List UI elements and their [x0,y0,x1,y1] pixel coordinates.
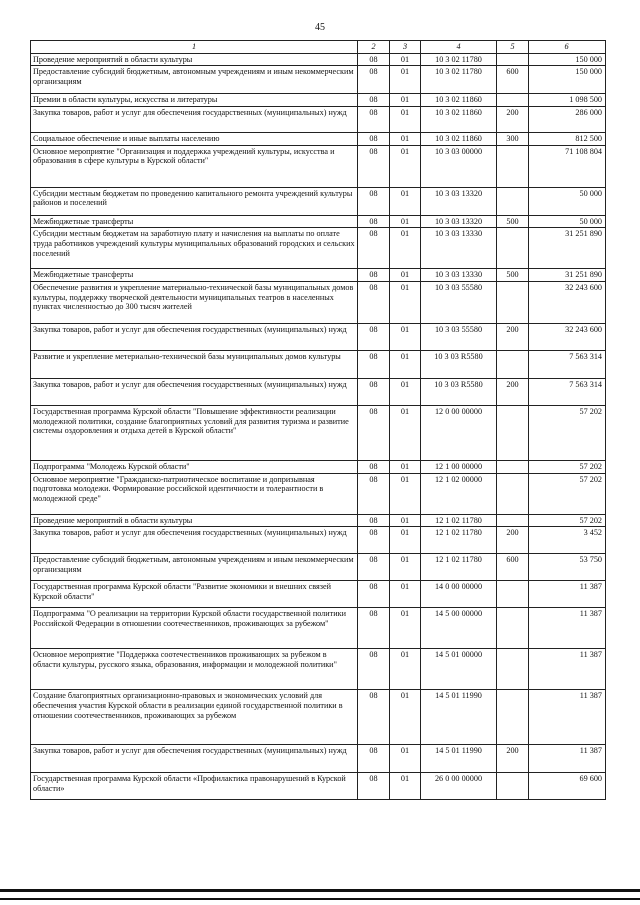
row-amount: 11 387 [529,649,606,690]
row-amount: 11 387 [529,608,606,649]
row-subsection: 01 [390,554,421,581]
row-section: 08 [358,215,390,228]
row-target: 10 3 03 13320 [421,215,497,228]
row-expense-type: 200 [497,379,529,406]
column-header-1: 1 [31,41,358,54]
row-name: Закупка товаров, работ и услуг для обеспечения государственных (муниципальных) нужд [31,527,358,554]
column-header-6: 6 [529,41,606,54]
row-expense-type [497,690,529,745]
row-name: Основное мероприятие "Организация и поддержка учреждений культуры, искусства и образования в сфере культуры в Курской области" [31,145,358,187]
row-expense-type [497,649,529,690]
row-subsection: 01 [390,406,421,461]
row-expense-type [497,608,529,649]
row-subsection: 01 [390,514,421,527]
row-name: Основное мероприятие "Гражданско-патриотическое воспитание и допризывная подготовка молодежи. Формирование российской идентичности и толерантности в молодежной среде" [31,473,358,514]
row-section: 08 [358,94,390,107]
row-amount: 11 387 [529,690,606,745]
row-subsection: 01 [390,228,421,269]
row-name: Закупка товаров, работ и услуг для обеспечения государственных (муниципальных) нужд [31,324,358,351]
row-name: Межбюджетные трансферты [31,269,358,282]
row-expense-type [497,228,529,269]
row-target: 12 0 00 00000 [421,406,497,461]
table-row [31,554,606,581]
row-expense-type: 200 [497,107,529,133]
row-target: 12 1 02 11780 [421,514,497,527]
row-expense-type [497,461,529,474]
row-name: Предоставление субсидий бюджетным, автономным учреждениям и иным некоммерческим организациям [31,554,358,581]
row-target: 14 5 01 11990 [421,690,497,745]
row-amount: 11 387 [529,745,606,773]
row-section: 08 [358,554,390,581]
row-subsection: 01 [390,94,421,107]
row-section: 08 [358,282,390,324]
row-amount: 50 000 [529,187,606,215]
page-number: 45 [315,22,325,33]
row-target: 10 3 03 13320 [421,187,497,215]
row-amount: 1 098 500 [529,94,606,107]
row-subsection: 01 [390,461,421,474]
table-row [31,66,606,94]
row-expense-type: 500 [497,269,529,282]
row-name: Развитие и укрепление метериально-технической базы муниципальных домов культуры [31,351,358,379]
row-subsection: 01 [390,608,421,649]
table-row [31,269,606,282]
row-section: 08 [358,406,390,461]
row-subsection: 01 [390,527,421,554]
row-expense-type [497,53,529,66]
row-expense-type [497,406,529,461]
row-section: 08 [358,145,390,187]
row-name: Основное мероприятие "Поддержка соотечественников проживающих за рубежом в области культуры, русского языка, образования, информации и молодежной политики" [31,649,358,690]
row-target: 26 0 00 00000 [421,773,497,800]
row-amount: 31 251 890 [529,269,606,282]
row-amount: 812 500 [529,133,606,146]
column-header-3: 3 [390,41,421,54]
table-row [31,527,606,554]
table-row [31,145,606,187]
row-section: 08 [358,228,390,269]
row-subsection: 01 [390,145,421,187]
row-section: 08 [358,66,390,94]
row-section: 08 [358,269,390,282]
row-amount: 57 202 [529,406,606,461]
row-target: 10 3 02 11860 [421,133,497,146]
row-section: 08 [358,351,390,379]
row-amount: 150 000 [529,53,606,66]
row-name: Закупка товаров, работ и услуг для обеспечения государственных (муниципальных) нужд [31,107,358,133]
row-amount: 32 243 600 [529,324,606,351]
row-name: Государственная программа Курской области "Повышение эффективности реализации молодежной политики, создание благоприятных условий для развития туризма и развитие системы оздоровления и отдыха детей в Курской области" [31,406,358,461]
row-name: Подпрограмма "Молодежь Курской области" [31,461,358,474]
table-row [31,215,606,228]
table-row [31,53,606,66]
row-expense-type: 200 [497,324,529,351]
row-section: 08 [358,581,390,608]
row-expense-type [497,282,529,324]
row-amount: 11 387 [529,581,606,608]
row-name: Субсидии местным бюджетам на заработную плату и начисления на выплаты по оплате труда работников учреждений культуры муниципальных образований городских и сельских поселений [31,228,358,269]
row-name: Проведение мероприятий в области культуры [31,514,358,527]
table-row [31,406,606,461]
row-expense-type [497,773,529,800]
row-name: Государственная программа Курской области «Профилактика правонарушений в Курской области» [31,773,358,800]
table-row [31,379,606,406]
row-target: 12 1 02 00000 [421,473,497,514]
table-header-row [31,41,606,54]
row-name: Создание благоприятных организационно-правовых и экономических условий для обеспечения участия Курской области в реализации единой государственной политики в отношении соотечественников, проживающих за рубежом [31,690,358,745]
row-expense-type: 600 [497,66,529,94]
row-expense-type [497,351,529,379]
page-bottom-rule-thin [0,898,640,900]
row-section: 08 [358,608,390,649]
row-target: 14 5 00 00000 [421,608,497,649]
row-target: 10 3 02 11780 [421,66,497,94]
row-name: Закупка товаров, работ и услуг для обеспечения государственных (муниципальных) нужд [31,745,358,773]
table-row [31,324,606,351]
row-amount: 53 750 [529,554,606,581]
row-subsection: 01 [390,351,421,379]
row-amount: 31 251 890 [529,228,606,269]
row-target: 10 3 03 00000 [421,145,497,187]
row-name: Предоставление субсидий бюджетным, автономным учреждениям и иным некоммерческим организациям [31,66,358,94]
table-row [31,649,606,690]
row-expense-type [497,581,529,608]
row-amount: 7 563 314 [529,379,606,406]
row-target: 10 3 03 55580 [421,324,497,351]
row-amount: 7 563 314 [529,351,606,379]
table-row [31,187,606,215]
row-subsection: 01 [390,66,421,94]
row-subsection: 01 [390,745,421,773]
row-subsection: 01 [390,187,421,215]
row-name: Подпрограмма "О реализации на территории Курской области государственной политики Российской Федерации в отношении соотечественников, проживающих за рубежом" [31,608,358,649]
row-subsection: 01 [390,379,421,406]
row-section: 08 [358,473,390,514]
table-row [31,461,606,474]
row-amount: 69 600 [529,773,606,800]
row-target: 10 3 02 11780 [421,53,497,66]
row-subsection: 01 [390,581,421,608]
table-row [31,690,606,745]
row-subsection: 01 [390,282,421,324]
row-amount: 32 243 600 [529,282,606,324]
row-section: 08 [358,461,390,474]
row-section: 08 [358,133,390,146]
row-target: 10 3 02 11860 [421,107,497,133]
row-section: 08 [358,745,390,773]
column-header-2: 2 [358,41,390,54]
row-target: 14 0 00 00000 [421,581,497,608]
row-subsection: 01 [390,690,421,745]
row-target: 10 3 03 R5580 [421,351,497,379]
row-section: 08 [358,324,390,351]
table-row [31,745,606,773]
table-row [31,282,606,324]
row-target: 10 3 02 11860 [421,94,497,107]
row-target: 12 1 00 00000 [421,461,497,474]
budget-table [30,40,606,800]
row-subsection: 01 [390,773,421,800]
row-expense-type [497,514,529,527]
table-row [31,228,606,269]
row-name: Премии в области культуры, искусства и литературы [31,94,358,107]
row-target: 10 3 03 13330 [421,228,497,269]
row-amount: 3 452 [529,527,606,554]
row-name: Закупка товаров, работ и услуг для обеспечения государственных (муниципальных) нужд [31,379,358,406]
table-row [31,773,606,800]
row-name: Социальное обеспечение и иные выплаты населению [31,133,358,146]
row-expense-type [497,145,529,187]
table-row [31,107,606,133]
row-name: Государственная программа Курской области "Развитие экономики и внешних связей Курской области" [31,581,358,608]
row-amount: 57 202 [529,473,606,514]
row-expense-type: 500 [497,215,529,228]
row-target: 10 3 03 R5580 [421,379,497,406]
row-expense-type: 300 [497,133,529,146]
row-expense-type [497,94,529,107]
row-section: 08 [358,773,390,800]
row-subsection: 01 [390,324,421,351]
row-target: 10 3 03 55580 [421,282,497,324]
row-target: 10 3 03 13330 [421,269,497,282]
row-subsection: 01 [390,269,421,282]
row-subsection: 01 [390,473,421,514]
row-subsection: 01 [390,649,421,690]
row-target: 12 1 02 11780 [421,527,497,554]
row-target: 14 5 01 00000 [421,649,497,690]
row-expense-type: 200 [497,745,529,773]
row-amount: 286 000 [529,107,606,133]
row-target: 14 5 01 11990 [421,745,497,773]
row-target: 12 1 02 11780 [421,554,497,581]
row-name: Субсидии местным бюджетам по проведению капитального ремонта учреждений культуры районов и поселений [31,187,358,215]
row-name: Обеспечение развития и укрепление материально-технической базы муниципальных домов культуры, поддержку творческой деятельности муниципальных театров в населенных пунктах численностью до 300 тысяч жителей [31,282,358,324]
table-row [31,351,606,379]
column-header-4: 4 [421,41,497,54]
table-row [31,473,606,514]
row-expense-type: 200 [497,527,529,554]
row-expense-type [497,187,529,215]
row-section: 08 [358,514,390,527]
row-subsection: 01 [390,53,421,66]
row-amount: 150 000 [529,66,606,94]
row-amount: 71 108 804 [529,145,606,187]
page-bottom-rule [0,889,640,892]
row-amount: 57 202 [529,461,606,474]
row-section: 08 [358,53,390,66]
row-subsection: 01 [390,133,421,146]
row-section: 08 [358,187,390,215]
row-section: 08 [358,107,390,133]
row-amount: 50 000 [529,215,606,228]
row-section: 08 [358,379,390,406]
row-name: Проведение мероприятий в области культуры [31,53,358,66]
row-section: 08 [358,690,390,745]
row-expense-type: 600 [497,554,529,581]
table-row [31,94,606,107]
row-amount: 57 202 [529,514,606,527]
column-header-5: 5 [497,41,529,54]
row-section: 08 [358,649,390,690]
table-row [31,608,606,649]
row-section: 08 [358,527,390,554]
table-row [31,581,606,608]
row-expense-type [497,473,529,514]
table-row [31,514,606,527]
row-subsection: 01 [390,107,421,133]
table-row [31,133,606,146]
row-name: Межбюджетные трансферты [31,215,358,228]
row-subsection: 01 [390,215,421,228]
